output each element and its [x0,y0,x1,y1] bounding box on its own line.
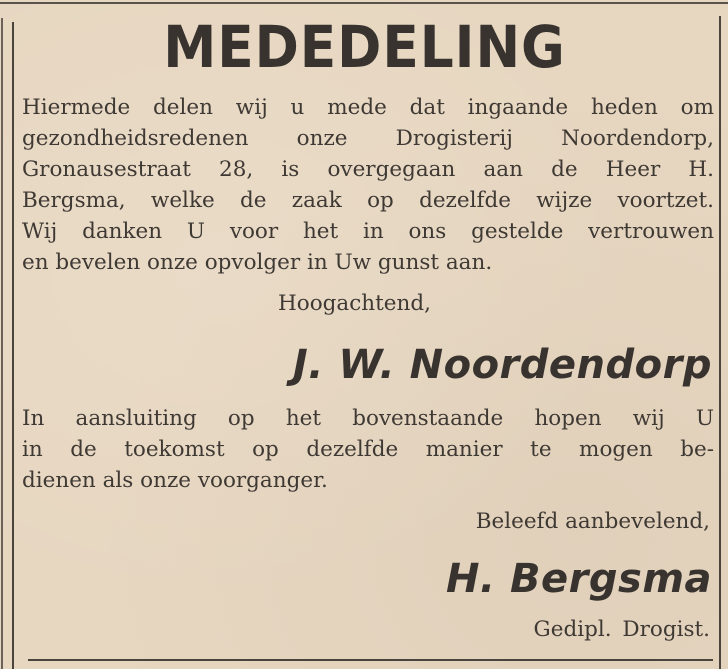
announcement-paragraph [22,92,714,278]
paragraph-line: dienen als onze voorganger. [22,468,328,493]
left-outer-border-rule [1,18,3,669]
paragraph-line: Hiermede delen wij u mede dat ingaande heden om [22,95,714,120]
signature-title: Gedipl. Drogist. [533,617,710,642]
paragraph-line: in de toekomst op dezelfde manier te mogen be- [22,437,714,462]
headline: MEDEDELING [163,13,566,81]
paragraph-line: Wij danken U voor het in ons gestelde vertrouwen [22,219,714,244]
paragraph-line: gezondheidsredenen onze Drogisterij Noordendorp, [22,126,714,151]
paragraph-line: Gronausestraat 28, is overgegaan aan de Heer H. [22,157,714,182]
paragraph-line: en bevelen onze opvolger in Uw gunst aan. [22,250,493,275]
closing-salutation: Hoogachtend, [278,291,431,316]
bottom-rule [28,659,713,661]
paragraph-line: In aansluiting op het bovenstaande hopen wij U [22,406,714,431]
left-border-rule [12,22,14,669]
top-border-rule [0,2,728,4]
signature-noordendorp: J. W. Noordendorp [292,342,712,388]
signature-bergsma: H. Bergsma [445,556,712,602]
successor-paragraph [22,403,714,496]
closing-recommendation: Beleefd aanbevelend, [475,509,710,534]
paragraph-line: Bergsma, welke de zaak op dezelfde wijze voortzet. [22,188,714,213]
right-border-rule [719,16,721,669]
